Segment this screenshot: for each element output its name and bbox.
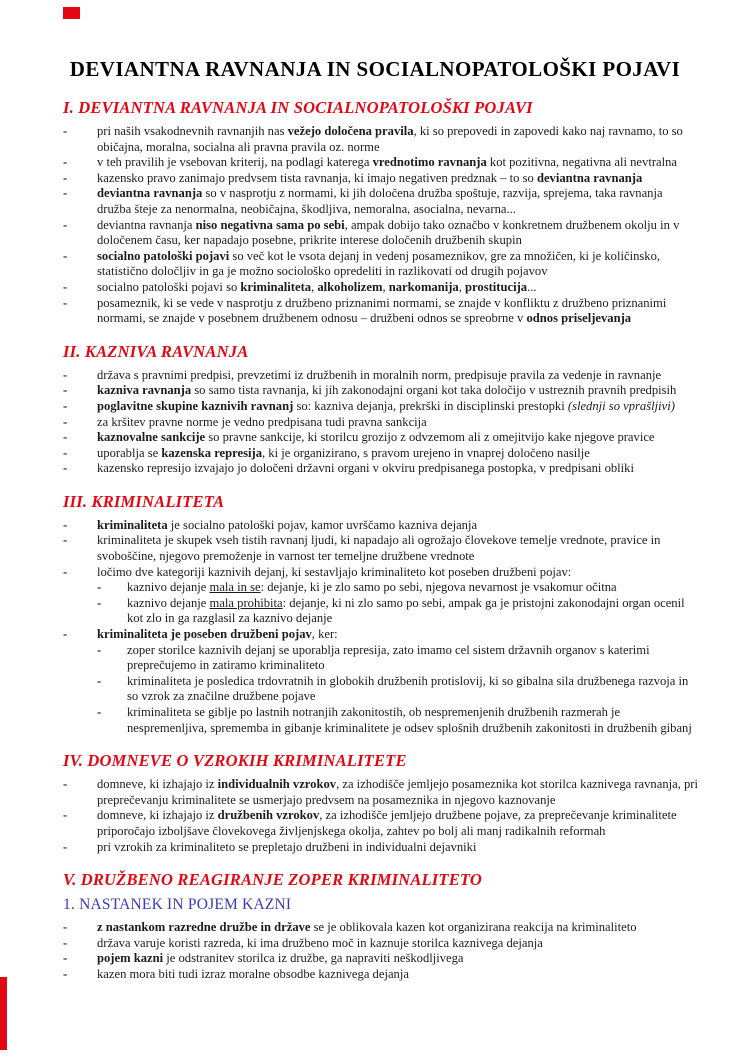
bullet-dash: - [97, 642, 102, 657]
bullet-item [63, 936, 698, 952]
bullet-text: kriminaliteta je poseben družbeni pojav, ker: [97, 627, 338, 642]
bullet-text: socialno patološki pojavi so več kot le vsota dejanj in vedenj posameznikov, gre za množičen, ki je količinsko, statistično določljiv in ga je možno sociološko opredeliti in razlikovati od drugih pojavov [97, 248, 661, 279]
section-2 [63, 342, 698, 477]
bullet-text: kaznivo dejanje mala in se: dejanje, ki je zlo samo po sebi, njegova nevarnost je vsakomur očitna [127, 580, 617, 595]
bullet-text: pojem kazni je odstranitev storilca iz družbe, ga napraviti neškodljivega [97, 951, 464, 966]
bullet-text: kaznivo dejanje mala prohibita: dejanje, ki ni zlo samo po sebi, ampak ga je pristojni zakonodajni organ ocenil kot zlo in ga razglasil za kaznivo dejanje [127, 595, 685, 626]
bullet-text: država s pravnimi predpisi, prevzetimi iz družbenih in moralnih norm, predpisuje pravila za vedenje in ravnanje [97, 367, 662, 382]
bullet-dash: - [63, 217, 68, 232]
bullet-dash: - [63, 808, 68, 823]
bullet-dash: - [63, 398, 68, 413]
bullet-item [63, 808, 698, 839]
bullet-text: domneve, ki izhajajo iz individualnih vzrokov, za izhodišče jemljejo posameznika kot storilca kaznivega ravnanja, pri preprečevanju kriminalitete se usmerjajo predvsem na posameznika in njegovo kaznovanje [97, 777, 698, 807]
section-5 [63, 870, 698, 982]
bullet-dash: - [63, 170, 68, 185]
section-3 [63, 492, 698, 736]
bullet-item [63, 415, 698, 431]
bullet-item [63, 368, 698, 384]
bullet-dash: - [63, 186, 68, 201]
bullet-text: kriminaliteta je socialno patološki pojav, kamor uvrščamo kazniva dejanja [97, 517, 478, 532]
bullet-text: kazensko pravo zanimajo predvsem tista ravnanja, ki imajo negativen predznak – to so deviantna ravnanja [97, 170, 643, 185]
bullet-item [63, 674, 698, 705]
section-heading-3: III. KRIMINALITETA [63, 491, 225, 511]
bullet-item [63, 383, 698, 399]
bullet-dash: - [97, 595, 102, 610]
bullet-dash: - [63, 155, 68, 170]
bullet-dash: - [97, 580, 102, 595]
bullet-dash: - [63, 461, 68, 476]
bullet-item [63, 705, 698, 736]
bullet-item [63, 280, 698, 296]
bullet-dash: - [63, 839, 68, 854]
bullet-item [63, 920, 698, 936]
section-heading-5: V. DRUŽBENO REAGIRANJE ZOPER KRIMINALITETO [63, 870, 483, 890]
section-heading-1: I. DEVIANTNA RAVNANJA IN SOCIALNOPATOLOŠKI POJAVI [63, 98, 533, 117]
bullet-dash: - [63, 627, 68, 642]
bullet-text: uporablja se kazenska represija, ki je organizirano, s pravom urejeno in vnaprej določeno nasilje [97, 445, 590, 460]
bullet-dash: - [63, 533, 68, 548]
bullet-item [63, 296, 698, 327]
bullet-text: kriminaliteta je posledica trdovratnih in globokih družbenih protislovij, ki so gibalna sila družbenega razvoja in so vzrok za značilne družbene pojave [127, 673, 689, 704]
bullet-dash: - [63, 966, 68, 981]
bullet-text: država varuje koristi razreda, ki ima družbeno moč in kaznuje storilca kaznivega dejanja [97, 935, 543, 950]
bullet-item [63, 518, 698, 534]
red-mark-top [63, 7, 80, 19]
bullet-text: posameznik, ki se vede v nasprotju z družbeno priznanimi normami, se znajde v konfliktu z družbeno priznanimi normami, se znajde v posebnem družbenem odnosu – družbeni odnos se spreobrne v odnos priseljevanja [97, 295, 667, 326]
bullet-text: kriminaliteta se giblje po lastnih notranjih zakonitostih, ob nespremenjenih družbenih razmerah je nespremenljiva, sprememba in gibanje kriminalitete je odsev splošnih družbenih zakonitosti in družbenih gibanj [127, 705, 692, 735]
bullet-item [63, 596, 698, 627]
bullet-text: deviantna ravnanja niso negativna sama po sebi, ampak dobijo tako označbo v konkretnem družbenem okolju in v določenem času, ker napadajo posebne, prikrite interese določenih družbenih skupin [97, 217, 680, 248]
bullet-text: pri vzrokih za kriminaliteto se prepletajo družbeni in individualni dejavniki [97, 839, 477, 854]
section-heading-2: II. KAZNIVA RAVNANJA [63, 341, 249, 361]
bullet-item [63, 643, 698, 674]
bullet-text: ločimo dve kategoriji kaznivih dejanj, ki sestavljajo kriminaliteto kot poseben družbeni pojav: [97, 564, 572, 579]
bullet-item [63, 155, 698, 171]
bullet-item [63, 580, 698, 596]
document-title: DEVIANTNA RAVNANJA IN SOCIALNOPATOLOŠKI POJAVI [69, 57, 681, 81]
bullet-dash: - [97, 673, 102, 688]
bullet-item [63, 171, 698, 187]
bullet-text: pri naših vsakodnevnih ravnanjih nas vežejo določena pravila, ki so prepovedi in zapovedi kako naj ravnamo, to so običajna, moralna, socialna ali pravna pravila oz. norme [97, 124, 683, 154]
bullet-text: socialno patološki pojavi so kriminaliteta, alkoholizem, narkomanija, prostitucija... [97, 279, 537, 294]
bullet-dash: - [63, 367, 68, 382]
bullet-text: za kršitev pravne norme je vedno predpisana tudi pravna sankcija [97, 414, 427, 429]
bullet-dash: - [63, 430, 68, 445]
bullet-item [63, 967, 698, 983]
bullet-dash: - [63, 951, 68, 966]
bullet-text: kaznovalne sankcije so pravne sankcije, ki storilcu grozijo z odvzemom ali z omejitvijo kake njegove pravice [97, 430, 655, 445]
bullet-item [63, 218, 698, 249]
bullet-text: poglavitne skupine kaznivih ravnanj so: kazniva dejanja, prekrški in disciplinski prestopki (slednji so vprašljivi) [97, 398, 675, 413]
bullet-item [63, 186, 698, 217]
bullet-dash: - [63, 777, 68, 792]
bullet-item [63, 399, 698, 415]
bullet-text: kriminaliteta je skupek vseh tistih ravnanj ljudi, ki napadajo ali ogrožajo človekove temelje vrednote, pravice in svoboščine, njegovo premoženje in varnost ter temeljne družbene vrednote [97, 533, 661, 564]
bullet-dash: - [63, 935, 68, 950]
bullet-item [63, 430, 698, 446]
sections [63, 98, 698, 983]
bullet-dash: - [63, 124, 68, 138]
bullet-dash: - [97, 705, 102, 719]
bullet-dash: - [63, 279, 68, 294]
bullet-item [63, 461, 698, 477]
bullet-dash: - [63, 414, 68, 429]
bullet-dash: - [63, 445, 68, 460]
bullet-text: z nastankom razredne družbe in države se je oblikovala kazen kot organizirana reakcija na kriminaliteto [97, 920, 637, 935]
bullet-item [63, 249, 698, 280]
bullet-item [63, 627, 698, 643]
bullet-item [63, 446, 698, 462]
red-mark-left-edge [0, 977, 7, 1050]
section-heading-4: IV. DOMNEVE O VZROKIH KRIMINALITETE [63, 751, 407, 771]
bullet-item [63, 124, 698, 155]
bullet-item [63, 565, 698, 581]
bullet-text: kazniva ravnanja so samo tista ravnanja, ki jih zakonodajni organi kot taka določijo v ustreznih pravnih predpisih [97, 383, 677, 398]
bullet-dash: - [63, 564, 68, 579]
bullet-text: deviantna ravnanja so v nasprotju z normami, ki jih določena družba spoštuje, razvija, sprejema, taka ravnanja družba šteje za nenormalna, neobičajna, škodljiva, nemoralna, asocialna, nevarna... [97, 186, 663, 216]
bullet-text: zoper storilce kaznivih dejanj se uporablja represija, zato imamo cel sistem državnih organov s katerimi preprečujemo in zatiramo kriminaliteto [127, 642, 650, 673]
bullet-text: kazensko represijo izvajajo jo določeni državni organi v okviru predpisanega postopka, v predpisani obliki [97, 461, 634, 476]
bullet-text: kazen mora biti tudi izraz moralne obsodbe kaznivega dejanja [97, 966, 409, 981]
bullet-dash: - [63, 517, 68, 532]
bullet-dash: - [63, 920, 68, 935]
bullet-dash: - [63, 383, 68, 398]
bullet-item [63, 951, 698, 967]
section-subheading-5: 1. NASTANEK IN POJEM KAZNI [63, 896, 292, 914]
section-1 [63, 98, 698, 327]
bullet-text: v teh pravilih je vsebovan kriterij, na podlagi katerega vrednotimo ravnanja kot pozitivna, negativna ali nevtralna [97, 155, 677, 170]
bullet-dash: - [63, 248, 68, 263]
bullet-item [63, 840, 698, 856]
bullet-dash: - [63, 295, 68, 310]
document-content [63, 98, 698, 983]
bullet-item [63, 533, 698, 564]
bullet-item [63, 777, 698, 808]
section-4 [63, 751, 698, 855]
bullet-text: domneve, ki izhajajo iz družbenih vzrokov, za izhodišče jemljejo družbene pojave, za preprečevanje kriminalitete priporočajo izboljšave človekovega življenjskega okolja, zahtev po bolj ali manj radikalnih reformah [97, 808, 677, 838]
